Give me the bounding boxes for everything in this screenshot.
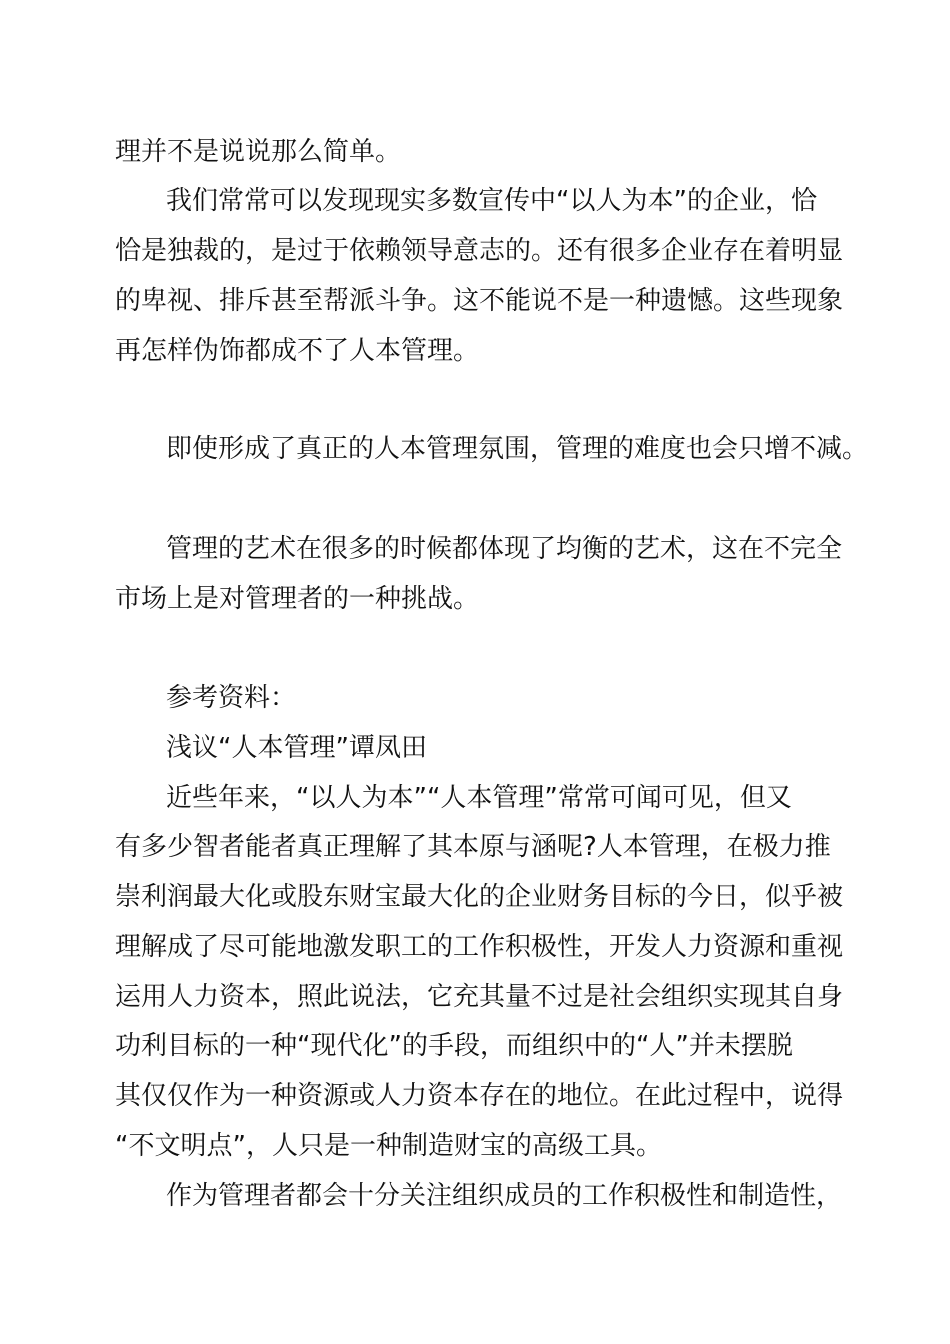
text-line: 运用人力资本，照此说法，它充其量不过是社会组织实现其自身: [115, 982, 844, 1012]
text-line: 理解成了尽可能地激发职工的工作积极性，开发人力资源和重视: [115, 932, 844, 962]
text-line: “不文明点”，人只是一种制造财宝的高级工具。: [115, 1131, 662, 1161]
text-line: 恰是独裁的，是过于依赖领导意志的。还有很多企业存在着明显: [115, 236, 844, 266]
article-title: 浅议“人本管理”谭凤田: [166, 733, 427, 763]
references-heading: 参考资料：: [166, 683, 297, 713]
paragraph-first-line: 管理的艺术在很多的时候都体现了均衡的艺术，这在不完全: [166, 534, 843, 564]
text-line: 的卑视、排斥甚至帮派斗争。这不能说不是一种遗憾。这些现象: [115, 286, 844, 316]
paragraph-first-line: 近些年来，“以人为本”“人本管理”常常可闻可见，但又: [166, 783, 792, 813]
text-line: 有多少智者能者真正理解了其本原与涵呢?人本管理，在极力推: [115, 832, 831, 862]
paragraph-first-line: 即使形成了真正的人本管理氛围，管理的难度也会只增不减。: [166, 434, 869, 464]
text-line: 其仅仅作为一种资源或人力资本存在的地位。在此过程中，说得: [115, 1081, 844, 1111]
text-line: 崇利润最大化或股东财宝最大化的企业财务目标的今日，似乎被: [115, 882, 844, 912]
text-line: 功利目标的一种“现代化”的手段，而组织中的“人”并未摆脱: [115, 1031, 793, 1061]
text-line: 市场上是对管理者的一种挑战。: [115, 584, 480, 614]
paragraph-first-line: 作为管理者都会十分关注组织成员的工作积极性和制造性，: [166, 1181, 843, 1211]
text-line: 再怎样伪饰都成不了人本管理。: [115, 336, 480, 366]
paragraph-first-line: 我们常常可以发现现实多数宣传中“以人为本”的企业，恰: [166, 186, 817, 216]
text-line: 理并不是说说那么简单。: [115, 137, 402, 167]
